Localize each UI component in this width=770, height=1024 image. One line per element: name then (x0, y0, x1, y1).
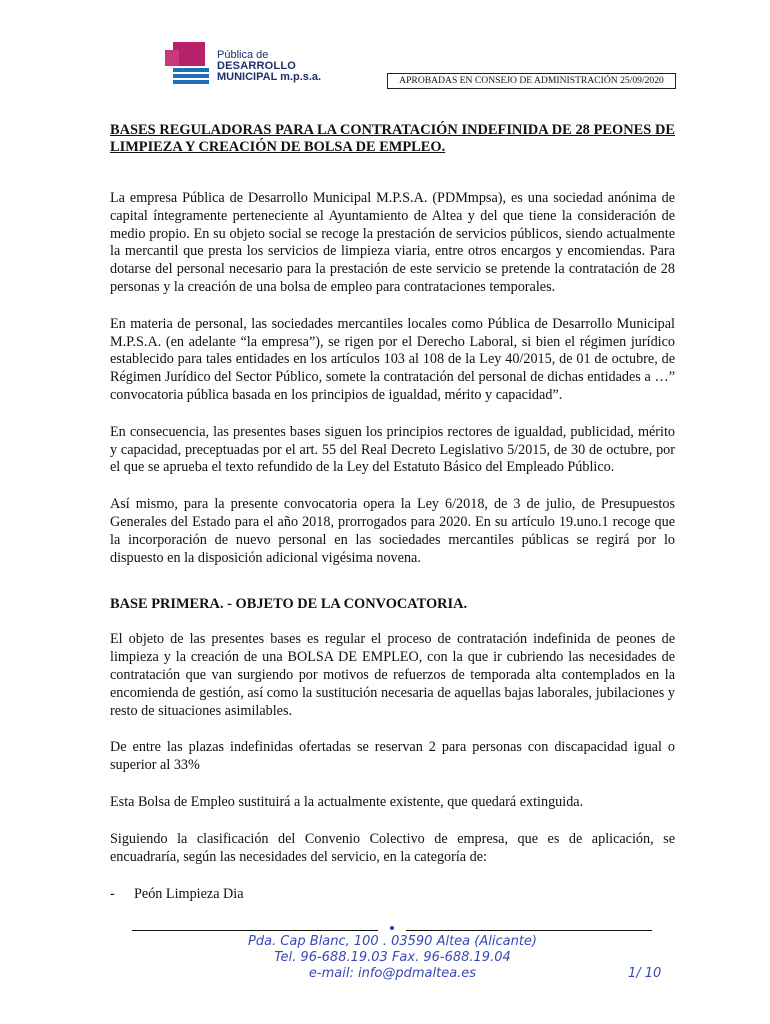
section-paragraph-3: Esta Bolsa de Empleo sustituirá a la actualmente existente, que quedará extinguida. (110, 793, 584, 810)
footer-address: Pda. Cap Blanc, 100 . 03590 Altea (Alicante) (247, 934, 537, 949)
list-marker: - (110, 886, 115, 903)
company-logo (165, 42, 365, 94)
list-item (110, 885, 675, 903)
list-item-text: Peón Limpieza Dia (134, 886, 244, 903)
section-heading: BASE PRIMERA. - OBJETO DE LA CONVOCATORIA. (110, 596, 468, 613)
logo-line-1: Pública de (217, 49, 269, 61)
logo-text (217, 50, 321, 83)
logo-line-2: DESARROLLO (217, 60, 296, 72)
document-body (110, 122, 675, 903)
section-paragraph-2: De entre las plazas indefinidas ofertadas se reservan 2 para personas con discapacidad igual o superior al 33% (110, 739, 675, 774)
intro-paragraph-4: Así mismo, para la presente convocatoria opera la Ley 6/2018, de 3 de julio, de Presupuestos Generales del Estado para el año 2018, prorrogados para 2020. En su artículo 19.uno.1 recoge que la incorporación de nuevo personal en las sociedades mercantiles públicas se regirá por lo dispuesto en la disposición adicional vigésima novena. (110, 496, 675, 566)
page-number: 1/ 10 (628, 966, 662, 981)
intro-paragraph-1: La empresa Pública de Desarrollo Municipal M.P.S.A. (PDMmpsa), es una sociedad anónima de capital íntegramente perteneciente al Ayuntamiento de Altea y del que tiene la consideración de medio propio. En su objeto social se recoge la prestación de servicios públicos, siendo actualmente la mercantil que presta los servicios de limpieza viaria, entre otros encargos y encomiendas. Para dotarse del personal necesario para la prestación de este servicio se pretende la contratación de 28 personas y la creación de una bolsa de empleo para contrataciones temporales. (110, 190, 675, 295)
footer-rule-right (406, 930, 652, 931)
footer-rule-left (132, 930, 378, 931)
section-paragraph-4: Siguiendo la clasificación del Convenio Colectivo de empresa, que es de aplicación, se encuadraría, según las necesidades del servicio, en la categoría de: (110, 830, 675, 865)
document-title: BASES REGULADORAS PARA LA CONTRATACIÓN INDEFINIDA DE 28 PEONES DE LIMPIEZA Y CREACIÓN DE BOLSA DE EMPLEO. (110, 122, 675, 155)
footer-email[interactable]: e-mail: info@pdmaltea.es (308, 966, 477, 981)
footer-dot-icon (390, 926, 394, 930)
logo-mark-icon (165, 42, 215, 92)
section-paragraph-1: El objeto de las presentes bases es regular el proceso de contratación indefinida de peones de limpieza y la creación de una BOLSA DE EMPLEO, con la que ir cubriendo las necesidades de contratación que van surgiendo por motivos de refuerzos de temporada alta contemplados en la encomienda de gestión, así como la sustitución necesaria de aquellas bajas laborales, jubilaciones y resto de situaciones asimilables. (110, 631, 675, 719)
intro-paragraph-2: En materia de personal, las sociedades mercantiles locales como Pública de Desarrollo Municipal M.P.S.A. (en adelante “la empresa”), se rigen por el Derecho Laboral, si bien el régimen jurídico establecido para tales entidades en los artículos 103 al 108 de la Ley 40/2015, de 01 de octubre, de Régimen Jurídico del Sector Público, somete la contratación del personal de dichas entidades a …” convocatoria pública basada en los principios de igualdad, mérito y capacidad”. (110, 315, 675, 403)
intro-paragraph-3: En consecuencia, las presentes bases siguen los principios rectores de igualdad, publicidad, mérito y capacidad, preceptuadas por el art. 55 del Real Decreto Legislativo 5/2015, de 30 de octubre, por el que se aprueba el texto refundido de la Ley del Estatuto Básico del Empleado Público. (110, 423, 675, 476)
footer-phone: Tel. 96-688.19.03 Fax. 96-688.19.04 (274, 950, 511, 965)
logo-line-3: MUNICIPAL m.p.s.a. (217, 71, 322, 83)
approval-note: APROBADAS EN CONSEJO DE ADMINISTRACIÓN 25/09/2020 (387, 73, 676, 89)
